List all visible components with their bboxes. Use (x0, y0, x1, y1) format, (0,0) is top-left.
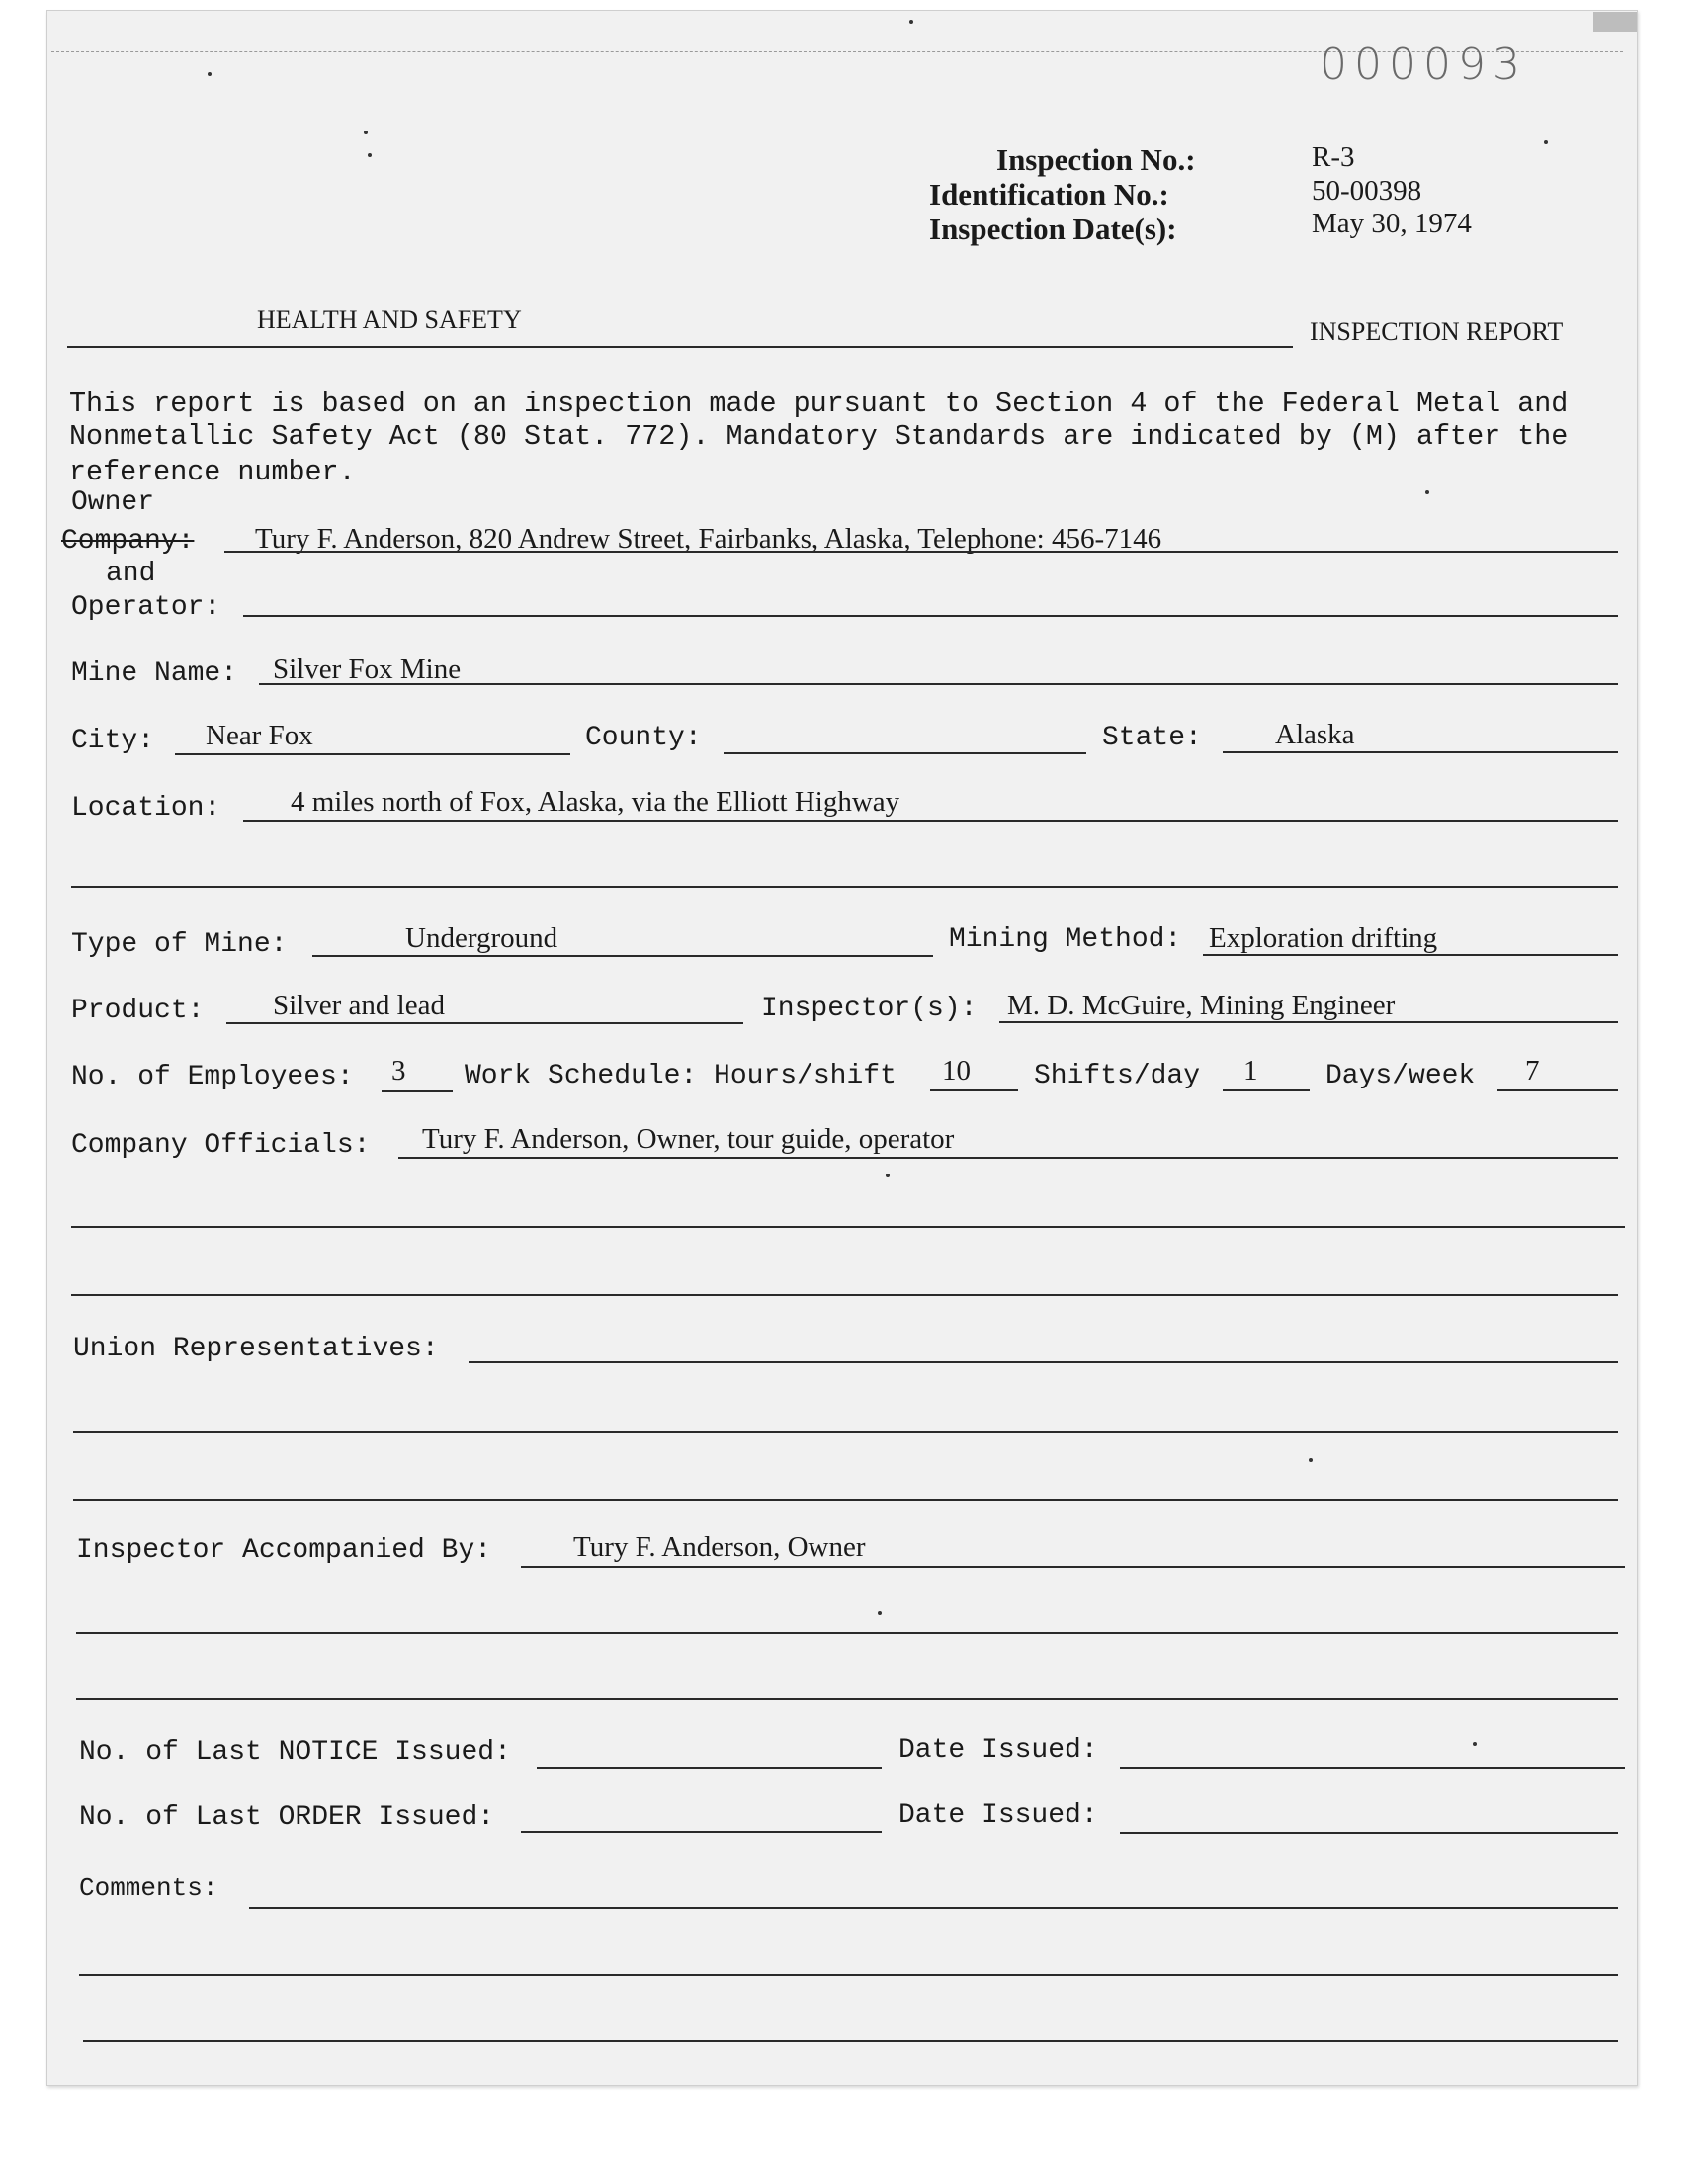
company-rule (224, 551, 1618, 553)
location-rule (243, 820, 1618, 822)
state-value[interactable]: Alaska (1275, 719, 1355, 750)
inspectors-label: Inspector(s): (761, 994, 978, 1024)
date-issued-label-1: Date Issued: (898, 1735, 1098, 1766)
inspection-dates-label: Inspection Date(s): (929, 212, 1177, 246)
shifts-day-value[interactable]: 1 (1243, 1055, 1258, 1087)
last-notice-label: No. of Last NOTICE Issued: (79, 1737, 511, 1768)
scan-speck (364, 130, 368, 134)
operator-rule (243, 615, 1618, 617)
title-rule (67, 346, 1293, 348)
accompanied-rule (521, 1566, 1625, 1568)
hours-shift-value[interactable]: 10 (942, 1055, 971, 1087)
mine-name-rule (259, 683, 1618, 685)
mining-method-value[interactable]: Exploration drifting (1209, 922, 1438, 954)
identification-no-value: 50-00398 (1312, 175, 1422, 207)
company-value[interactable]: Tury F. Anderson, 820 Andrew Street, Fairbanks, Alaska, Telephone: 456-7146 (255, 523, 1162, 555)
owner-label: Owner (71, 487, 155, 518)
location-label: Location: (71, 793, 221, 824)
mining-method-label: Mining Method: (949, 924, 1182, 955)
inspection-no-label: Inspection No.: (996, 142, 1196, 177)
employees-label: No. of Employees: (71, 1062, 354, 1092)
inspectors-value[interactable]: M. D. McGuire, Mining Engineer (1007, 990, 1396, 1021)
product-rule (226, 1022, 743, 1024)
mine-name-value[interactable]: Silver Fox Mine (273, 653, 462, 685)
comments-rule-2 (79, 1974, 1618, 1976)
accompanied-rule-3 (76, 1698, 1618, 1700)
scan-speck (1309, 1458, 1313, 1462)
last-order-rule (521, 1831, 882, 1833)
union-rule-3 (73, 1499, 1618, 1501)
title-health-and-safety: HEALTH AND SAFETY (257, 305, 522, 334)
accompanied-by-value[interactable]: Tury F. Anderson, Owner (573, 1531, 866, 1563)
county-label: County: (585, 723, 702, 753)
location-value[interactable]: 4 miles north of Fox, Alaska, via the Elliott Highway (291, 786, 900, 818)
company-officials-rule-3 (71, 1294, 1618, 1296)
scan-speck (1425, 490, 1429, 494)
state-label: State: (1102, 723, 1202, 753)
inspectors-rule (999, 1021, 1618, 1023)
intro-line-3: reference number. (69, 456, 356, 488)
scan-speck (1544, 140, 1548, 144)
date-issued-rule-2 (1120, 1832, 1618, 1834)
scan-speck (886, 1174, 890, 1177)
identification-no-label: Identification No.: (929, 177, 1169, 212)
comments-label: Comments: (79, 1873, 218, 1903)
scan-speck (1473, 1742, 1477, 1746)
union-rule-2 (73, 1431, 1618, 1433)
comments-rule (249, 1907, 1618, 1909)
page-corner-tab (1593, 12, 1637, 32)
last-order-label: No. of Last ORDER Issued: (79, 1802, 495, 1833)
type-of-mine-rule (312, 955, 933, 957)
work-schedule-label: Work Schedule: Hours/shift (465, 1061, 897, 1091)
title-inspection-report: INSPECTION REPORT (1310, 317, 1564, 346)
comments-rule-3 (83, 2040, 1618, 2042)
mine-name-label: Mine Name: (71, 658, 238, 689)
date-issued-label-2: Date Issued: (898, 1800, 1098, 1831)
scan-speck (909, 20, 913, 24)
state-rule (1223, 751, 1618, 753)
product-label: Product: (71, 996, 205, 1026)
company-officials-rule-2 (71, 1226, 1625, 1228)
intro-line-1: This report is based on an inspection made pursuant to Section 4 of the Federal Metal and (69, 388, 1569, 420)
county-rule (724, 752, 1086, 754)
employees-rule (382, 1090, 453, 1092)
location-rule-2 (71, 886, 1618, 888)
document-serial-number: 000093 (1320, 40, 1527, 90)
inspection-no-value: R-3 (1312, 141, 1355, 173)
days-week-rule (1497, 1089, 1618, 1091)
company-label: Company: (61, 526, 195, 557)
city-label: City: (71, 726, 155, 756)
operator-label: Operator: (71, 592, 221, 623)
date-issued-rule-1 (1120, 1767, 1625, 1769)
accompanied-by-label: Inspector Accompanied By: (76, 1535, 492, 1566)
accompanied-rule-2 (76, 1632, 1618, 1634)
company-officials-value[interactable]: Tury F. Anderson, Owner, tour guide, operator (422, 1123, 955, 1155)
hours-shift-rule (930, 1089, 1018, 1091)
scan-speck (368, 153, 372, 157)
company-officials-label: Company Officials: (71, 1130, 371, 1161)
type-of-mine-value[interactable]: Underground (405, 922, 558, 954)
last-notice-rule (537, 1767, 882, 1769)
city-value[interactable]: Near Fox (206, 720, 313, 751)
company-officials-rule (398, 1157, 1618, 1159)
union-representatives-label: Union Representatives: (73, 1334, 439, 1364)
city-rule (175, 753, 570, 755)
scan-speck (878, 1611, 882, 1615)
and-label: and (106, 559, 156, 589)
type-of-mine-label: Type of Mine: (71, 929, 288, 960)
inspection-dates-value: May 30, 1974 (1312, 208, 1472, 239)
scan-speck (208, 72, 212, 76)
shifts-day-rule (1223, 1089, 1310, 1091)
product-value[interactable]: Silver and lead (273, 990, 445, 1021)
employees-value[interactable]: 3 (391, 1055, 406, 1087)
union-rule (469, 1361, 1618, 1363)
intro-line-2: Nonmetallic Safety Act (80 Stat. 772). Mandatory Standards are indicated by (M) after the (69, 420, 1569, 453)
days-week-value[interactable]: 7 (1525, 1055, 1540, 1087)
mining-method-rule (1203, 954, 1618, 956)
days-week-label: Days/week (1325, 1061, 1476, 1091)
shifts-day-label: Shifts/day (1034, 1061, 1201, 1091)
